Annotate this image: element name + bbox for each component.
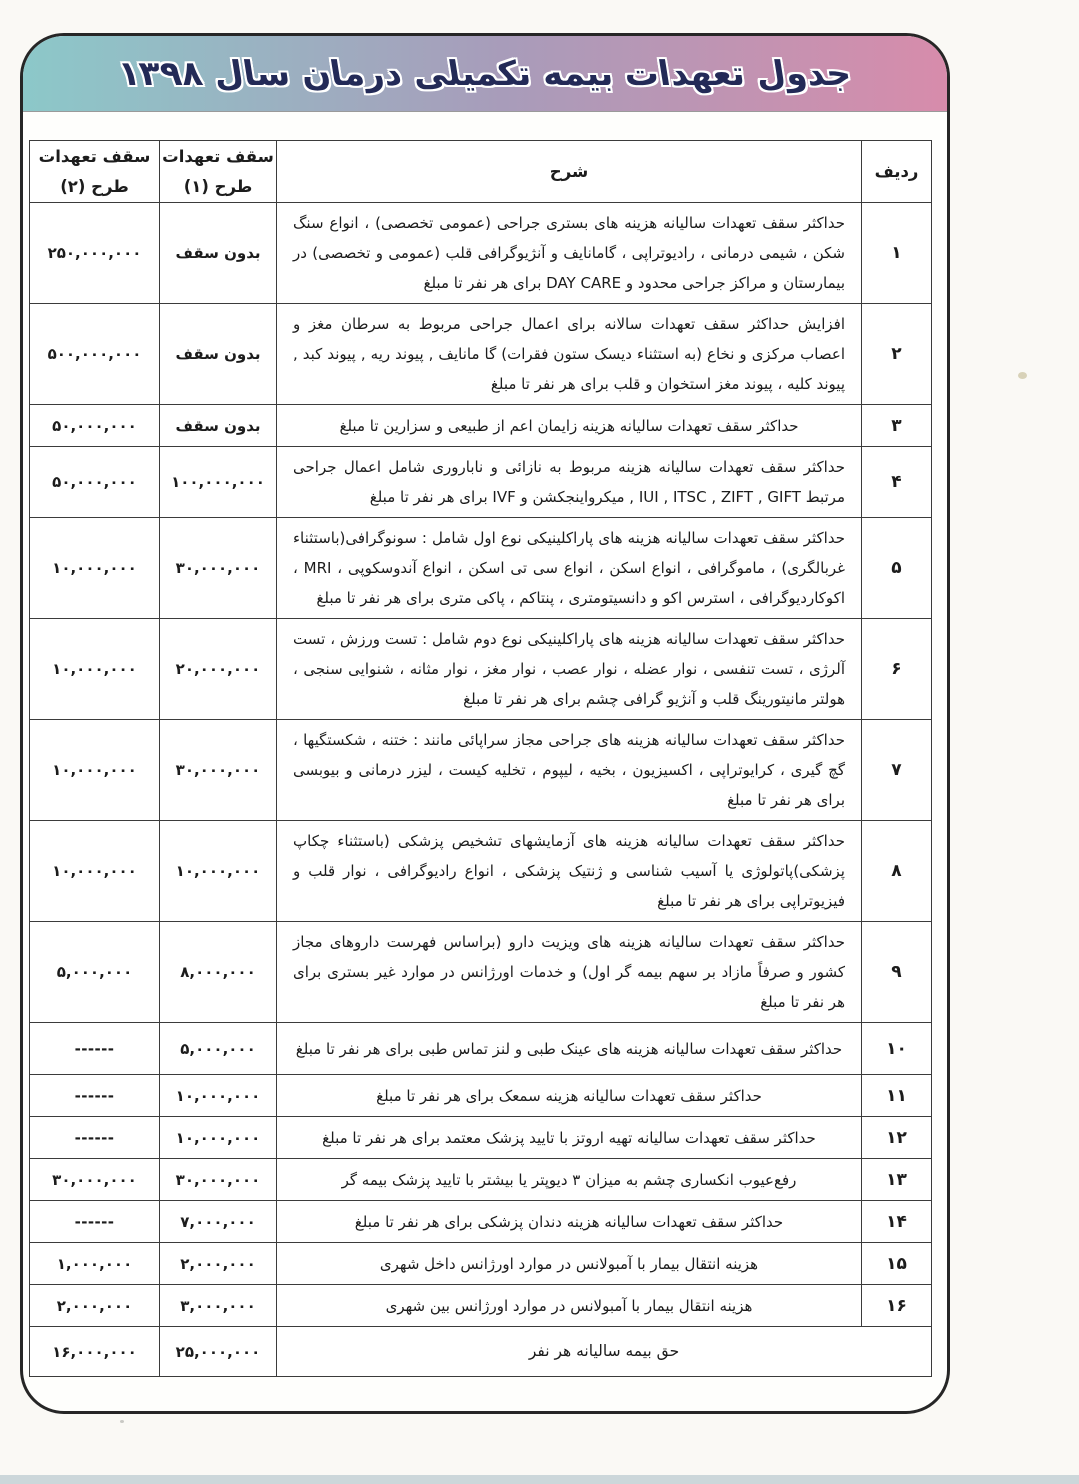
- row-plan2-value: ۲۵۰,۰۰۰,۰۰۰: [30, 203, 160, 304]
- row-description: افزایش حداکثر سقف تعهدات سالانه برای اعمال جراحی مربوط به سرطان مغز و اعصاب مرکزی و نخاع (به استثناء دیسک ستون فقرات) گا مانایف , پیوند ریه , پیوند کبد , پیوند کلیه ، پیوند مغز استخوان و قلب برای هر نفر تا مبلغ: [277, 304, 862, 405]
- row-plan2-value: ۱۰,۰۰۰,۰۰۰: [30, 518, 160, 619]
- table-row: [30, 203, 932, 304]
- table-row: [30, 405, 932, 447]
- title-banner: [23, 36, 947, 112]
- table-row: [30, 447, 932, 518]
- row-plan2-value: ۱۰,۰۰۰,۰۰۰: [30, 619, 160, 720]
- row-plan1-value: بدون سقف: [160, 405, 277, 447]
- table-row: [30, 1201, 932, 1243]
- row-description: حداکثر سقف تعهدات سالیانه هزینه های جراحی مجاز سراپائی مانند : ختنه ، شکستگیها ، گچ گیری ، کرایوتراپی ، اکسیزیون ، بخیه ، لیپوم ، تخلیه کیست ، لیزر درمانی و بیوبسی برای هر نفر تا مبلغ: [277, 720, 862, 821]
- table-row: [30, 1159, 932, 1201]
- row-description: رفع‌عیوب انکساری چشم به میزان ۳ دیوپتر یا بیشتر با تایید پزشک بیمه گر: [277, 1159, 862, 1201]
- document-sheet: [20, 33, 950, 1414]
- table-row: [30, 1117, 932, 1159]
- row-plan2-value: ۵۰,۰۰۰,۰۰۰: [30, 447, 160, 518]
- row-plan2-value: ------: [30, 1117, 160, 1159]
- table-row: [30, 720, 932, 821]
- scan-speck: [1018, 372, 1027, 379]
- row-number: ۲: [862, 304, 932, 405]
- row-description: حداکثر سقف تعهدات سالیانه هزینه سمعک برای هر نفر تا مبلغ: [277, 1075, 862, 1117]
- row-number: ۱۱: [862, 1075, 932, 1117]
- header-plan2: [30, 141, 160, 203]
- annual-premium-row: [30, 1327, 932, 1377]
- row-plan2-value: ۱۰,۰۰۰,۰۰۰: [30, 821, 160, 922]
- header-row: [30, 141, 932, 203]
- row-plan1-value: ۵,۰۰۰,۰۰۰: [160, 1023, 277, 1075]
- scan-edge-strip: [0, 1475, 1079, 1484]
- row-plan1-value: ۳۰,۰۰۰,۰۰۰: [160, 518, 277, 619]
- row-description: حداکثر سقف تعهدات سالیانه تهیه اروتز با تایید پزشک معتمد برای هر نفر تا مبلغ: [277, 1117, 862, 1159]
- table-row: [30, 922, 932, 1023]
- row-number: ۷: [862, 720, 932, 821]
- row-number: ۵: [862, 518, 932, 619]
- header-plan2-line1: سقف تعهدات: [38, 146, 151, 166]
- row-number: ۱۲: [862, 1117, 932, 1159]
- row-description: حداکثر سقف تعهدات سالیانه هزینه مربوط به نازائی و ناباروری شامل اعمال جراحی مرتبط ⁦IUI , ITSC , ZIFT , GIFT⁩ , میکرواینجکشن و ⁦IVF⁩ برای هر نفر تا مبلغ: [277, 447, 862, 518]
- table-row: [30, 1243, 932, 1285]
- benefits-table-wrap: [38, 140, 932, 1377]
- row-description: حداکثر سقف تعهدات سالیانه هزینه زایمان اعم از طبیعی و سزارین تا مبلغ: [277, 405, 862, 447]
- row-plan1-value: ۱۰۰,۰۰۰,۰۰۰: [160, 447, 277, 518]
- header-plan1-line2: طرح (۱): [183, 176, 253, 196]
- row-plan1-value: ۳,۰۰۰,۰۰۰: [160, 1285, 277, 1327]
- row-plan1-value: ۷,۰۰۰,۰۰۰: [160, 1201, 277, 1243]
- row-number: ۳: [862, 405, 932, 447]
- header-plan2-line2: طرح (۲): [60, 176, 129, 196]
- header-plan1: [160, 141, 277, 203]
- row-plan1-value: ۳۰,۰۰۰,۰۰۰: [160, 1159, 277, 1201]
- scan-speck: [120, 1420, 124, 1423]
- row-plan1-value: ۱۰,۰۰۰,۰۰۰: [160, 1117, 277, 1159]
- row-number: ۱۵: [862, 1243, 932, 1285]
- row-description: هزینه انتقال بیمار با آمبولانس در موارد اورژانس داخل شهری: [277, 1243, 862, 1285]
- row-description: حداکثر سقف تعهدات سالیانه هزینه دندان پزشکی برای هر نفر تا مبلغ: [277, 1201, 862, 1243]
- row-number: ۱۳: [862, 1159, 932, 1201]
- row-number: ۱۶: [862, 1285, 932, 1327]
- row-plan2-value: ------: [30, 1075, 160, 1117]
- row-description: حداکثر سقف تعهدات سالیانه هزینه های پاراکلینیکی نوع اول شامل : سونوگرافی(باستثناء غربالگری) ، ماموگرافی ، انواع اسکن ، انواع سی تی اسکن ، انواع آندوسکوپی ، ⁦MRI⁩ ، اکوکاردیوگرافی ، استرس اکو و دانسیتومتری ، پنتاکم ، پاکی متری برای هر نفر تا مبلغ: [277, 518, 862, 619]
- row-number: ۸: [862, 821, 932, 922]
- row-description: حداکثر سقف تعهدات سالیانه هزینه های بستری جراحی (عمومی تخصصی) ، انواع سنگ شکن ، شیمی درمانی ، رادیوتراپی ، گامانایف و آنژیوگرافی قلب (عمومی و تخصصی) در بیمارستان و مراکز جراحی محدود و ⁦DAY CARE⁩ برای هر نفر تا مبلغ: [277, 203, 862, 304]
- row-number: ۹: [862, 922, 932, 1023]
- header-row-number: ردیف: [862, 141, 932, 203]
- annual-premium-plan2: ۱۶,۰۰۰,۰۰۰: [30, 1327, 160, 1377]
- header-description: شرح: [277, 141, 862, 203]
- row-description: حداکثر سقف تعهدات سالیانه هزینه های آزمایشهای تشخیص پزشکی (باستثناء چکاپ پزشکی)پاتولوژی یا آسیب شناسی و ژنتیک پزشکی ، انواع رادیوگرافی ، نوار قلب و فیزیوتراپی برای هر نفر تا مبلغ: [277, 821, 862, 922]
- row-number: ۶: [862, 619, 932, 720]
- row-plan1-value: ۲,۰۰۰,۰۰۰: [160, 1243, 277, 1285]
- row-plan1-value: ۸,۰۰۰,۰۰۰: [160, 922, 277, 1023]
- row-description: حداکثر سقف تعهدات سالیانه هزینه های پاراکلینیکی نوع دوم شامل : تست ورزش ، تست آلرژی ، تست تنفسی ، نوار عضله ، نوار عصب ، نوار مغز ، نوار مثانه ، شنوایی سنجی ، هولتر مانیتورینگ قلب و آنژیو گرافی چشم برای هر نفر تا مبلغ: [277, 619, 862, 720]
- row-plan2-value: ۵۰۰,۰۰۰,۰۰۰: [30, 304, 160, 405]
- row-number: ۱۴: [862, 1201, 932, 1243]
- annual-premium-plan1: ۲۵,۰۰۰,۰۰۰: [160, 1327, 277, 1377]
- row-plan1-value: ۳۰,۰۰۰,۰۰۰: [160, 720, 277, 821]
- row-plan2-value: ۲,۰۰۰,۰۰۰: [30, 1285, 160, 1327]
- row-description: حداکثر سقف تعهدات سالیانه هزینه های ویزیت دارو (براساس فهرست داروهای مجاز کشور و صرفاً مازاد بر سهم بیمه گر اول) و خدمات اورژانس در موارد غیر بستری برای هر نفر تا مبلغ: [277, 922, 862, 1023]
- table-row: [30, 619, 932, 720]
- row-plan1-value: ۱۰,۰۰۰,۰۰۰: [160, 1075, 277, 1117]
- row-number: ۴: [862, 447, 932, 518]
- table-row: [30, 304, 932, 405]
- row-plan1-value: بدون سقف: [160, 203, 277, 304]
- row-plan2-value: ۳۰,۰۰۰,۰۰۰: [30, 1159, 160, 1201]
- row-description: هزینه انتقال بیمار با آمبولانس در موارد اورژانس بین شهری: [277, 1285, 862, 1327]
- row-plan2-value: ۵,۰۰۰,۰۰۰: [30, 922, 160, 1023]
- table-row: [30, 821, 932, 922]
- header-plan1-line1: سقف تعهدات: [162, 146, 274, 166]
- table-row: [30, 1075, 932, 1117]
- row-number: ۱: [862, 203, 932, 304]
- table-row: [30, 1285, 932, 1327]
- row-plan2-value: ۱,۰۰۰,۰۰۰: [30, 1243, 160, 1285]
- document-title: جدول تعهدات بیمه تکمیلی درمان سال ۱۳۹۸: [115, 53, 855, 94]
- row-plan1-value: بدون سقف: [160, 304, 277, 405]
- row-plan2-value: ۵۰,۰۰۰,۰۰۰: [30, 405, 160, 447]
- row-plan1-value: ۲۰,۰۰۰,۰۰۰: [160, 619, 277, 720]
- annual-premium-label: حق بیمه سالیانه هر نفر: [277, 1327, 932, 1377]
- table-row: [30, 1023, 932, 1075]
- row-plan2-value: ۱۰,۰۰۰,۰۰۰: [30, 720, 160, 821]
- row-plan2-value: ------: [30, 1201, 160, 1243]
- row-plan2-value: ------: [30, 1023, 160, 1075]
- row-number: ۱۰: [862, 1023, 932, 1075]
- table-row: [30, 518, 932, 619]
- benefits-table: [29, 140, 932, 1377]
- row-plan1-value: ۱۰,۰۰۰,۰۰۰: [160, 821, 277, 922]
- row-description: حداکثر سقف تعهدات سالیانه هزینه های عینک طبی و لنز تماس طبی برای هر نفر تا مبلغ: [277, 1023, 862, 1075]
